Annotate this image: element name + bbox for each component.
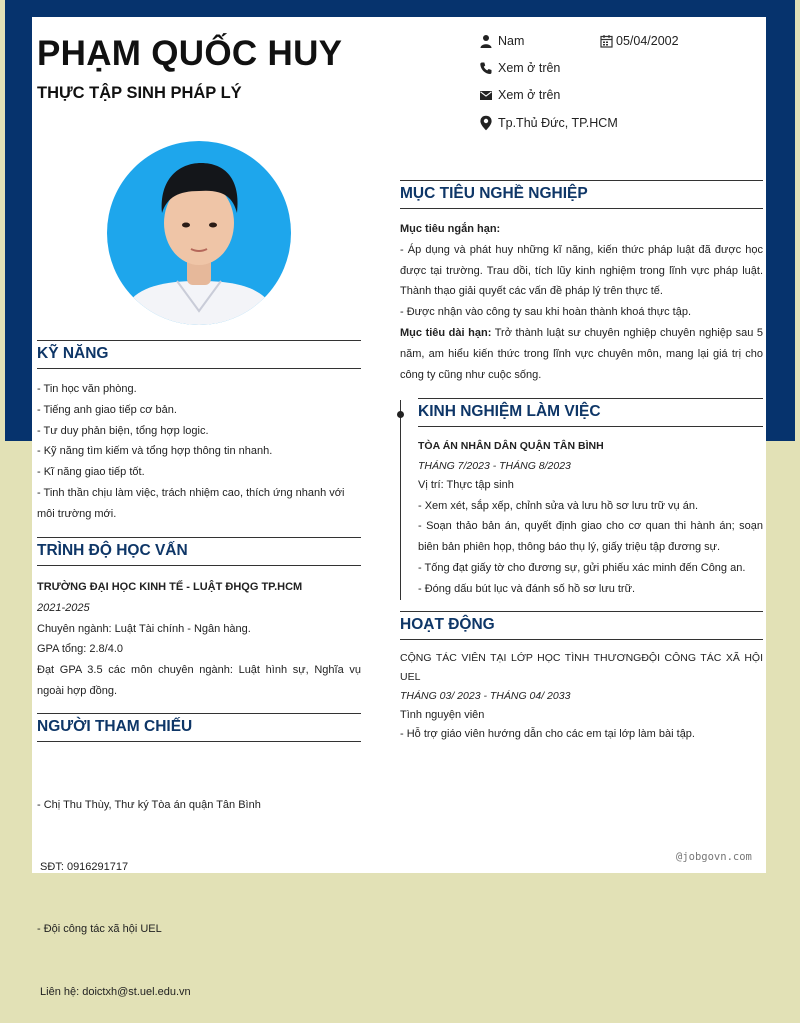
skill-item: - Tinh thần chịu làm việc, trách nhiệm cao, thích ứng nhanh với môi trường mới. <box>37 486 345 520</box>
reference-line: Liên hệ: doictxh@st.uel.edu.vn <box>37 985 191 998</box>
reference-line: SĐT: 0916291717 <box>37 860 129 873</box>
skill-item: - Kỹ năng tìm kiếm và tổng hợp thông tin nhanh. <box>37 445 273 458</box>
gender-value: Nam <box>498 34 525 48</box>
experience-item: - Xem xét, sắp xếp, chỉnh sửa và lưu hồ sơ lưu trữ vụ án. <box>418 499 699 512</box>
phone-value: Xem ở trên <box>498 61 561 75</box>
education-gpa: GPA tổng: 2.8/4.0 <box>37 643 124 656</box>
long-term-text: Trở thành luật sư chuyên nghiệp chuyên nghiệp sau 5 năm, am hiểu kiến thức trong lĩnh vực chuyên môn, mang lại giá trị cho công ty cũng như cuộc sống. <box>400 326 763 381</box>
experience-section <box>418 436 763 600</box>
calendar-icon <box>600 34 613 48</box>
objective-section <box>400 219 763 385</box>
skill-item: - Tư duy phản biện, tổng hợp logic. <box>37 424 209 437</box>
timeline-line <box>400 400 401 600</box>
contact-gender <box>479 34 524 48</box>
education-section <box>37 577 361 702</box>
experience-item: - Soạn thảo bản án, quyết định giao cho cơ quan thi hành án; soạn biên bản phiên họp, thông báo thụ lý, giấy triệu tập đương sự. <box>418 520 763 554</box>
email-value: Xem ở trên <box>498 88 561 102</box>
activities-section <box>400 649 763 744</box>
experience-period: THÁNG 7/2023 - THÁNG 8/2023 <box>418 459 571 472</box>
contact-address <box>479 115 618 131</box>
experience-item: - Tống đạt giấy tờ cho đương sự, gửi phiếu xác minh đến Công an. <box>418 561 746 574</box>
birthday-value: 05/04/2002 <box>616 34 679 48</box>
address-value: Tp.Thủ Đức, TP.HCM <box>498 116 618 130</box>
skills-heading: KỸ NĂNG <box>37 340 361 369</box>
candidate-name: PHẠM QUỐC HUY <box>37 34 343 73</box>
activities-heading: HOẠT ĐỘNG <box>400 611 763 640</box>
location-pin-icon <box>479 115 493 131</box>
experience-heading: KINH NGHIỆM LÀM VIỆC <box>418 398 763 427</box>
skill-item: - Tin học văn phòng. <box>37 383 137 395</box>
reference-line: - Chị Thu Thùy, Thư ký Tòa án quận Tân Bình <box>37 798 261 811</box>
person-icon <box>479 34 493 48</box>
contact-phone <box>479 61 560 75</box>
timeline-dot <box>397 411 404 418</box>
job-title: THỰC TẬP SINH PHÁP LÝ <box>37 84 242 102</box>
skills-list <box>37 379 361 525</box>
skill-item: - Tiếng anh giao tiếp cơ bản. <box>37 403 177 416</box>
watermark: @jobgovn.com <box>676 851 752 863</box>
short-term-item: - Áp dụng và phát huy những kĩ năng, kiến thức pháp luật đã được học được tại trường. Trau dồi, tích lũy kinh nghiệm trong lĩnh vực pháp luật. Thành thạo giải quyết các vấn đề pháp lý trên thực tế. <box>400 243 763 298</box>
contact-email <box>479 88 560 102</box>
activity-org: CỘNG TÁC VIÊN TẠI LỚP HỌC TÌNH THƯƠNGĐỘI CÔNG TÁC XÃ HỘI UEL <box>400 652 763 683</box>
profile-photo <box>107 141 291 325</box>
education-major: Chuyên ngành: Luật Tài chính - Ngân hàng. <box>37 622 251 635</box>
reference-line: - Đội công tác xã hội UEL <box>37 923 162 936</box>
experience-item: - Đóng dấu bút lục và đánh số hồ sơ lưu trữ. <box>418 582 636 595</box>
short-term-item: - Được nhận vào công ty sau khi hoàn thành khoá thực tập. <box>400 306 692 319</box>
references-heading: NGƯỜI THAM CHIẾU <box>37 713 361 742</box>
short-term-label: Mục tiêu ngắn hạn: <box>400 223 501 235</box>
contact-birthday <box>600 34 679 48</box>
education-period: 2021-2025 <box>37 601 90 614</box>
long-term-label: Mục tiêu dài hạn: <box>400 326 492 339</box>
activity-item: - Hỗ trợ giáo viên hướng dẫn cho các em tại lớp làm bài tập. <box>400 728 695 740</box>
references-list <box>37 753 361 1023</box>
objective-heading: MỤC TIÊU NGHỀ NGHIỆP <box>400 180 763 209</box>
activity-period: THÁNG 03/ 2023 - THÁNG 04/ 2033 <box>400 690 571 702</box>
phone-icon <box>479 61 493 75</box>
activity-role: Tình nguyện viên <box>400 709 485 721</box>
long-term-goal <box>400 323 763 385</box>
experience-position: Vị trí: Thực tập sinh <box>418 478 514 491</box>
company-name: TÒA ÁN NHÂN DÂN QUẬN TÂN BÌNH <box>418 440 604 452</box>
mail-icon <box>479 88 493 102</box>
school-name: TRƯỜNG ĐẠI HỌC KINH TẾ - LUẬT ĐHQG TP.HCM <box>37 581 303 593</box>
education-heading: TRÌNH ĐỘ HỌC VẤN <box>37 537 361 566</box>
education-note: Đạt GPA 3.5 các môn chuyên ngành: Luật hình sự, Nghĩa vụ ngoài hợp đồng. <box>37 664 361 697</box>
skill-item: - Kĩ năng giao tiếp tốt. <box>37 466 145 479</box>
